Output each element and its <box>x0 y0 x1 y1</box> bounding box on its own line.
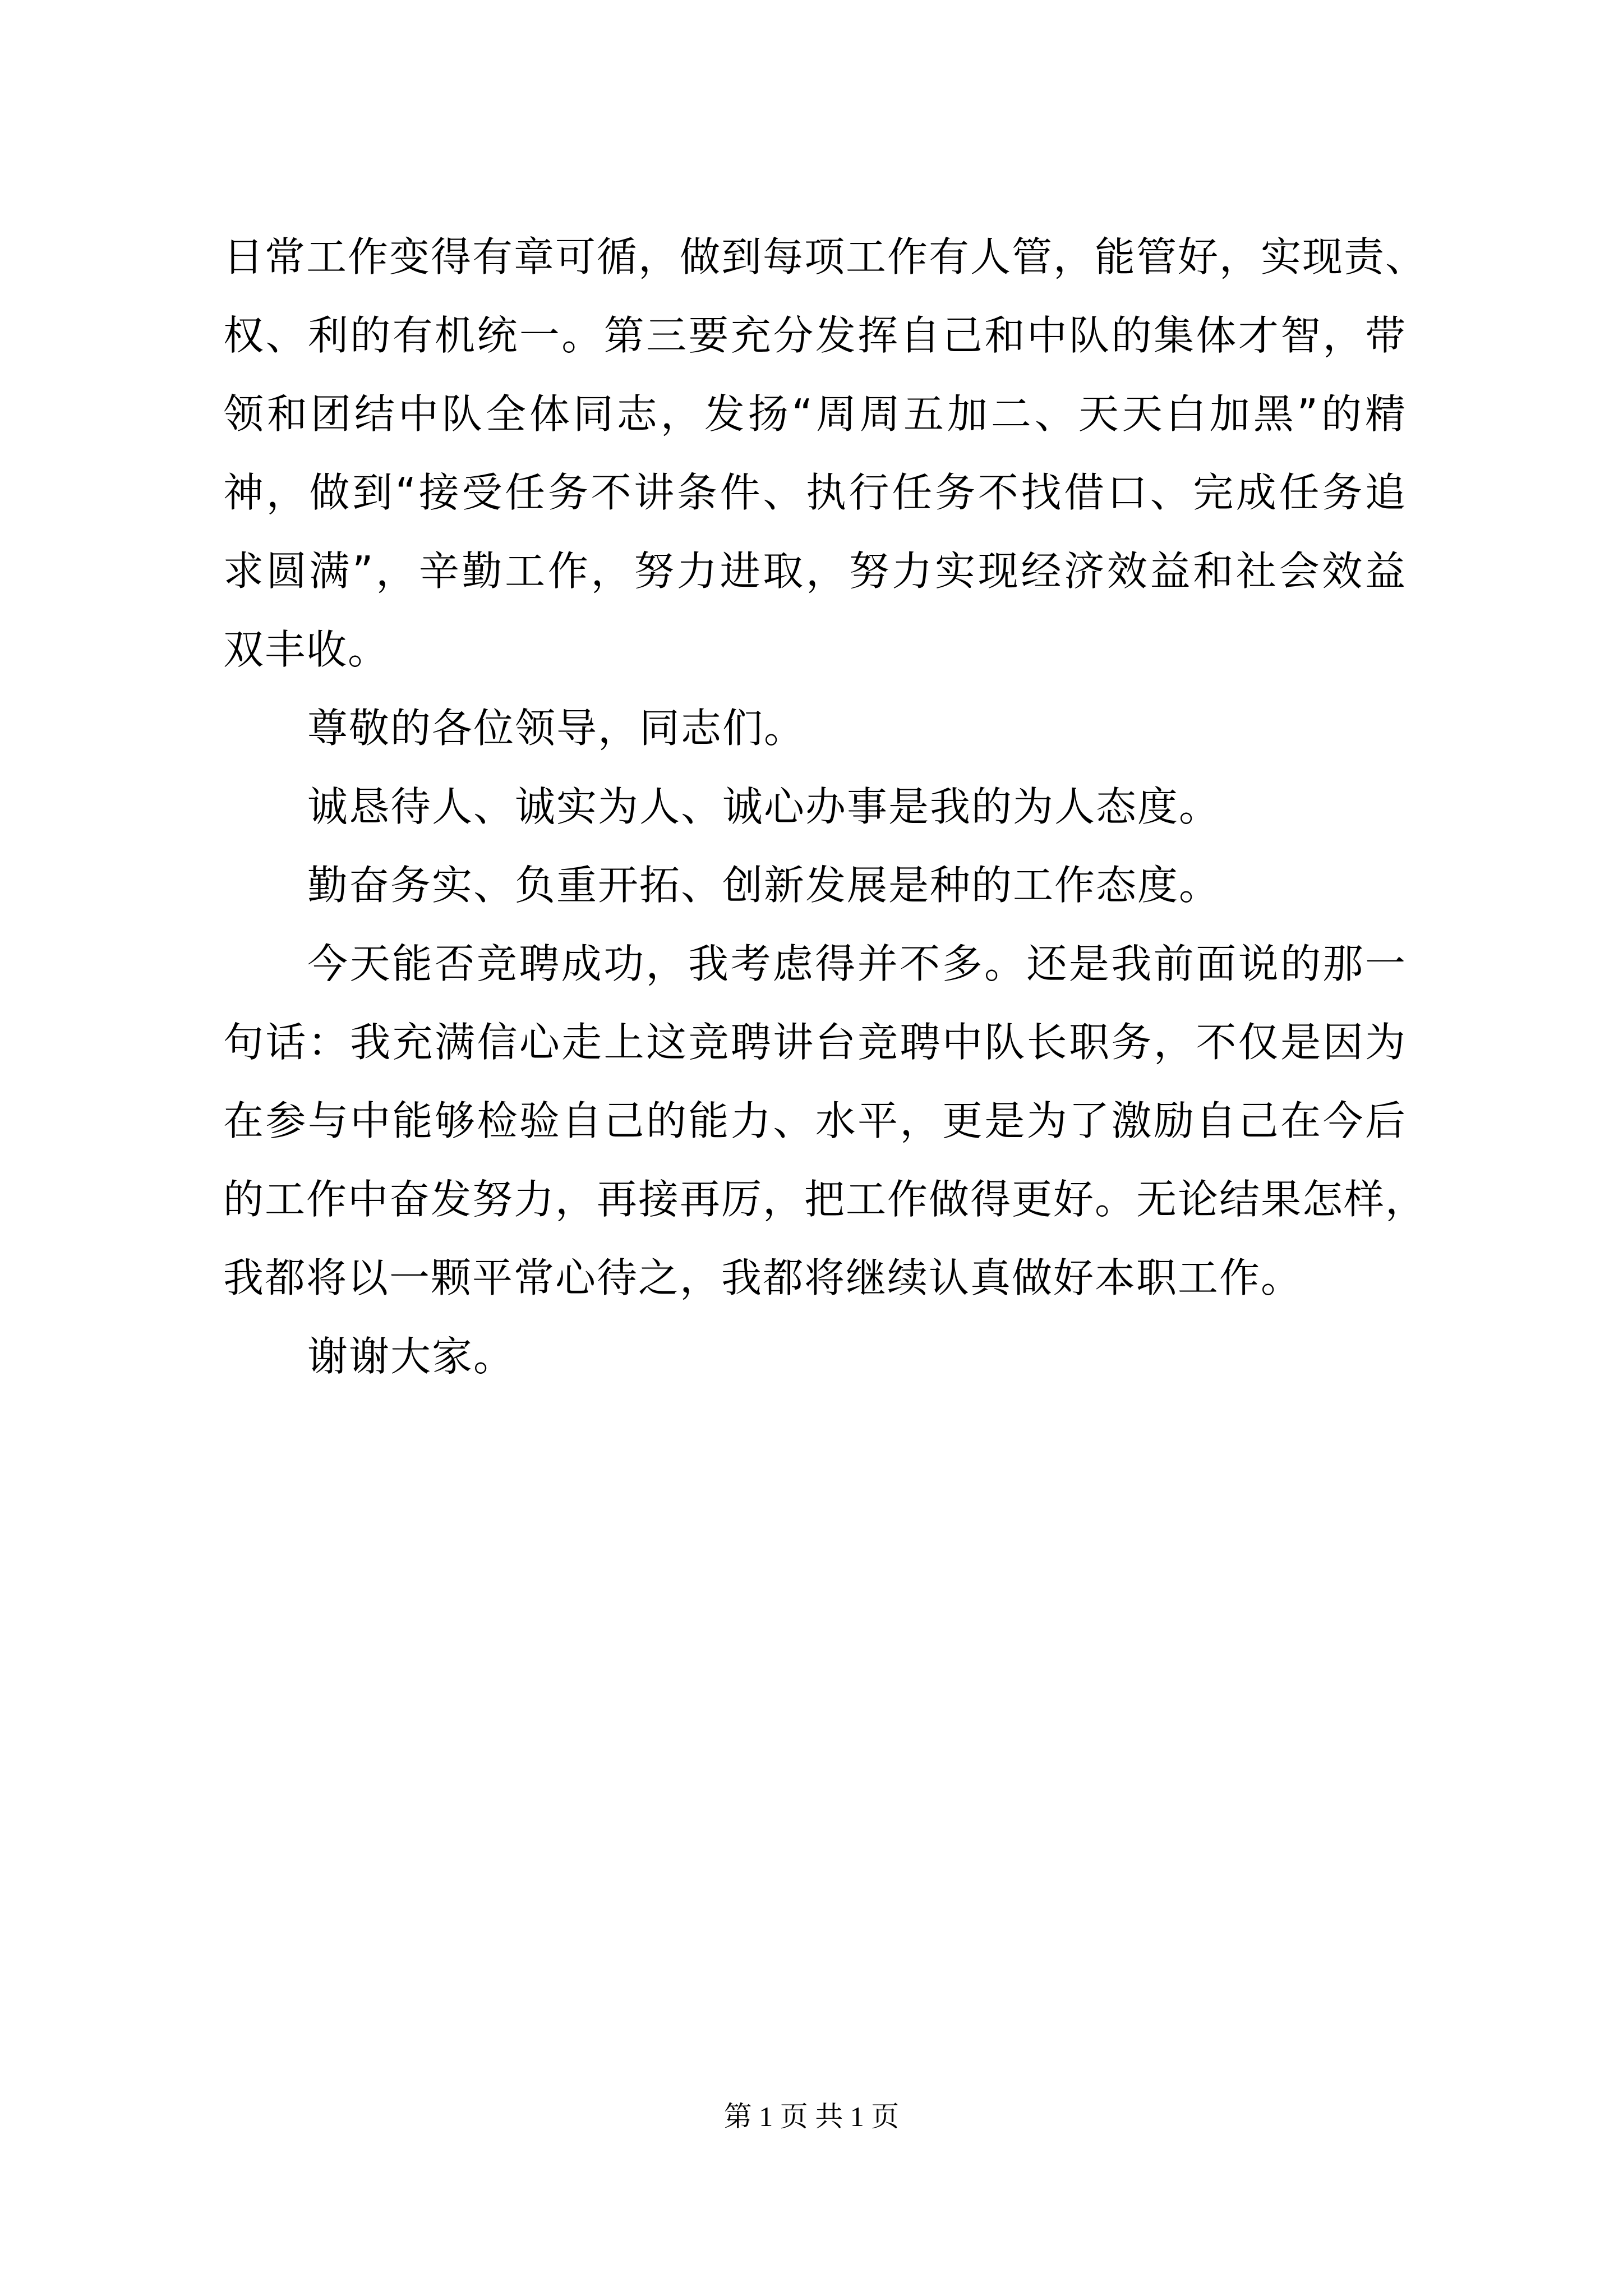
paragraph-line: 今天能否竞聘成功，我考虑得并不多。还是我前面说的那一 <box>307 940 1407 987</box>
paragraph-line: 领和团结中队全体同志，发扬“周周五加二、天天白加黑”的精 <box>223 390 1407 438</box>
paragraph-line: 勤奋务实、负重开拓、创新发展是种的工作态度。 <box>307 862 1221 909</box>
closing-line: 谢谢大家。 <box>307 1333 515 1380</box>
paragraph-line: 句话：我充满信心走上这竞聘讲台竞聘中队长职务，不仅是因为 <box>223 1019 1407 1066</box>
paragraph-line: 我都将以一颗平常心待之，我都将继续认真做好本职工作。 <box>223 1254 1303 1301</box>
paragraph-line: 日常工作变得有章可循，做到每项工作有人管，能管好，实现责、 <box>223 233 1427 280</box>
paragraph-line: 神，做到“接受任务不讲条件、执行任务不找借口、完成任务追 <box>223 469 1407 516</box>
paragraph-line: 的工作中奋发努力，再接再厉，把工作做得更好。无论结果怎样， <box>223 1176 1427 1223</box>
page-footer: 第 1 页 共 1 页 <box>723 2101 900 2132</box>
paragraph-line: 权、利的有机统一。第三要充分发挥自己和中队的集体才智，带 <box>223 312 1407 359</box>
paragraph-line: 双丰收。 <box>223 626 390 673</box>
paragraph-line: 在参与中能够检验自己的能力、水平，更是为了激励自己在今后 <box>223 1097 1407 1144</box>
paragraph-line: 诚恳待人、诚实为人、诚心办事是我的为人态度。 <box>307 783 1221 830</box>
salutation-line: 尊敬的各位领导，同志们。 <box>307 705 806 752</box>
document-body <box>223 218 1427 1396</box>
paragraph-line: 求圆满”，辛勤工作，努力进取，努力实现经济效益和社会效益 <box>223 547 1407 595</box>
